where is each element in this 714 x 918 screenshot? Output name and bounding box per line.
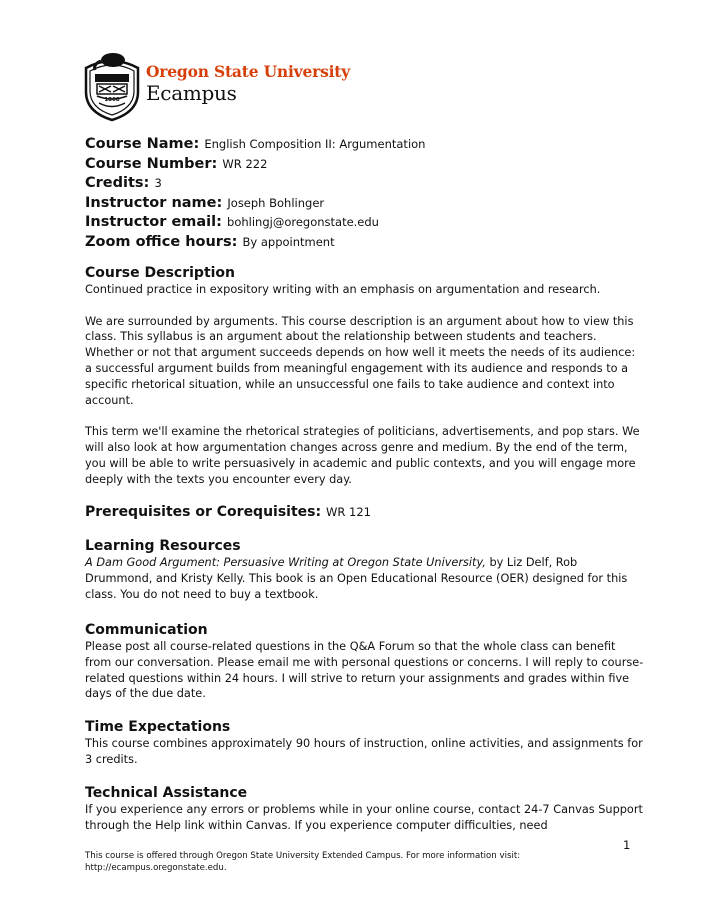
course-number-row: Course Number: WR 222 (85, 155, 268, 172)
page-footer (85, 850, 605, 874)
instructor-email-row: Instructor email: bohlingj@oregonstate.edu (85, 214, 379, 230)
university-name: Oregon State University (146, 62, 351, 81)
course-name-row: Course Name: English Composition II: Argumentation (85, 136, 426, 152)
technical-text: If you experience any errors or problems while in your online course, contact 24-7 Canvas Support through the Help link within Canvas. If you experience computer difficulties, need (85, 803, 643, 832)
credits-row: Credits: 3 (85, 175, 162, 191)
section-heading: Course Description (85, 265, 236, 281)
description-paragraph-3: This term we'll examine the rhetorical strategies of politicians, advertisements, and pop stars. We will also look at how argumentation changes across genre and medium. By the end of the term, you will be able to write persuasively in academic and public contexts, and you will engage more deeply with the texts you encounter every day. (85, 425, 640, 486)
section-heading: Learning Resources (85, 538, 241, 554)
osu-seal-icon (83, 48, 141, 122)
section-heading: Technical Assistance (85, 785, 248, 801)
time-text: This course combines approximately 90 hours of instruction, online activities, and assignments for 3 credits. (85, 737, 643, 766)
technical-assistance-section (85, 785, 645, 834)
page-number: 1 (623, 838, 631, 852)
instructor-name-row: Instructor name: Joseph Bohlinger (85, 194, 325, 211)
seal-year: 1868 (104, 97, 120, 103)
course-info-block (85, 134, 425, 251)
section-heading: Communication (85, 622, 208, 638)
course-description-section (85, 265, 645, 487)
resources-text: A Dam Good Argument: Persuasive Writing at Oregon State University, by Liz Delf, Rob Drummond, and Kristy Kelly. This book is an Open Educational Resource (OER) designed for this class. You do not need to buy a textbook. (85, 556, 628, 601)
description-paragraph-2: We are surrounded by arguments. This course description is an argument about how to view this class. This syllabus is an argument about the relationship between students and teachers. Whether or not that argument succeeds depends on how well it meets the needs of its audience: a successful argument builds from meaningful engagement with its audience and responds to a specific rhetorical situation, while an unsuccessful one fails to take audience and context into account. (85, 314, 636, 407)
osu-ecampus-logo (83, 48, 351, 122)
section-heading: Time Expectations (85, 719, 231, 735)
communication-text: Please post all course-related questions in the Q&A Forum so that the whole class can benefit from our conversation. Please email me with personal questions or concerns. I will reply to course-related questions within 24 hours. I will strive to return your assignments and grades within five days of the due date. (85, 640, 644, 701)
footer-link[interactable]: http://ecampus.oregonstate.edu. (85, 863, 227, 873)
prerequisites-section (85, 504, 645, 521)
description-paragraph-1: Continued practice in expository writing with an emphasis on argumentation and research. (85, 283, 601, 296)
textbook-title: A Dam Good Argument: Persuasive Writing at Oregon State University, (85, 556, 486, 569)
learning-resources-section (85, 538, 645, 602)
footer-line-1: This course is offered through Oregon State University Extended Campus. For more information visit: (85, 851, 521, 861)
ecampus-wordmark: Ecampus (146, 81, 237, 105)
time-expectations-section (85, 719, 645, 768)
office-hours-row: Zoom oﬃce hours: By appointment (85, 233, 335, 250)
section-heading: Prerequisites or Corequisites: WR 121 (85, 504, 371, 520)
communication-section (85, 622, 645, 702)
instructor-email-link[interactable]: bohlingj@oregonstate.edu (227, 215, 379, 229)
